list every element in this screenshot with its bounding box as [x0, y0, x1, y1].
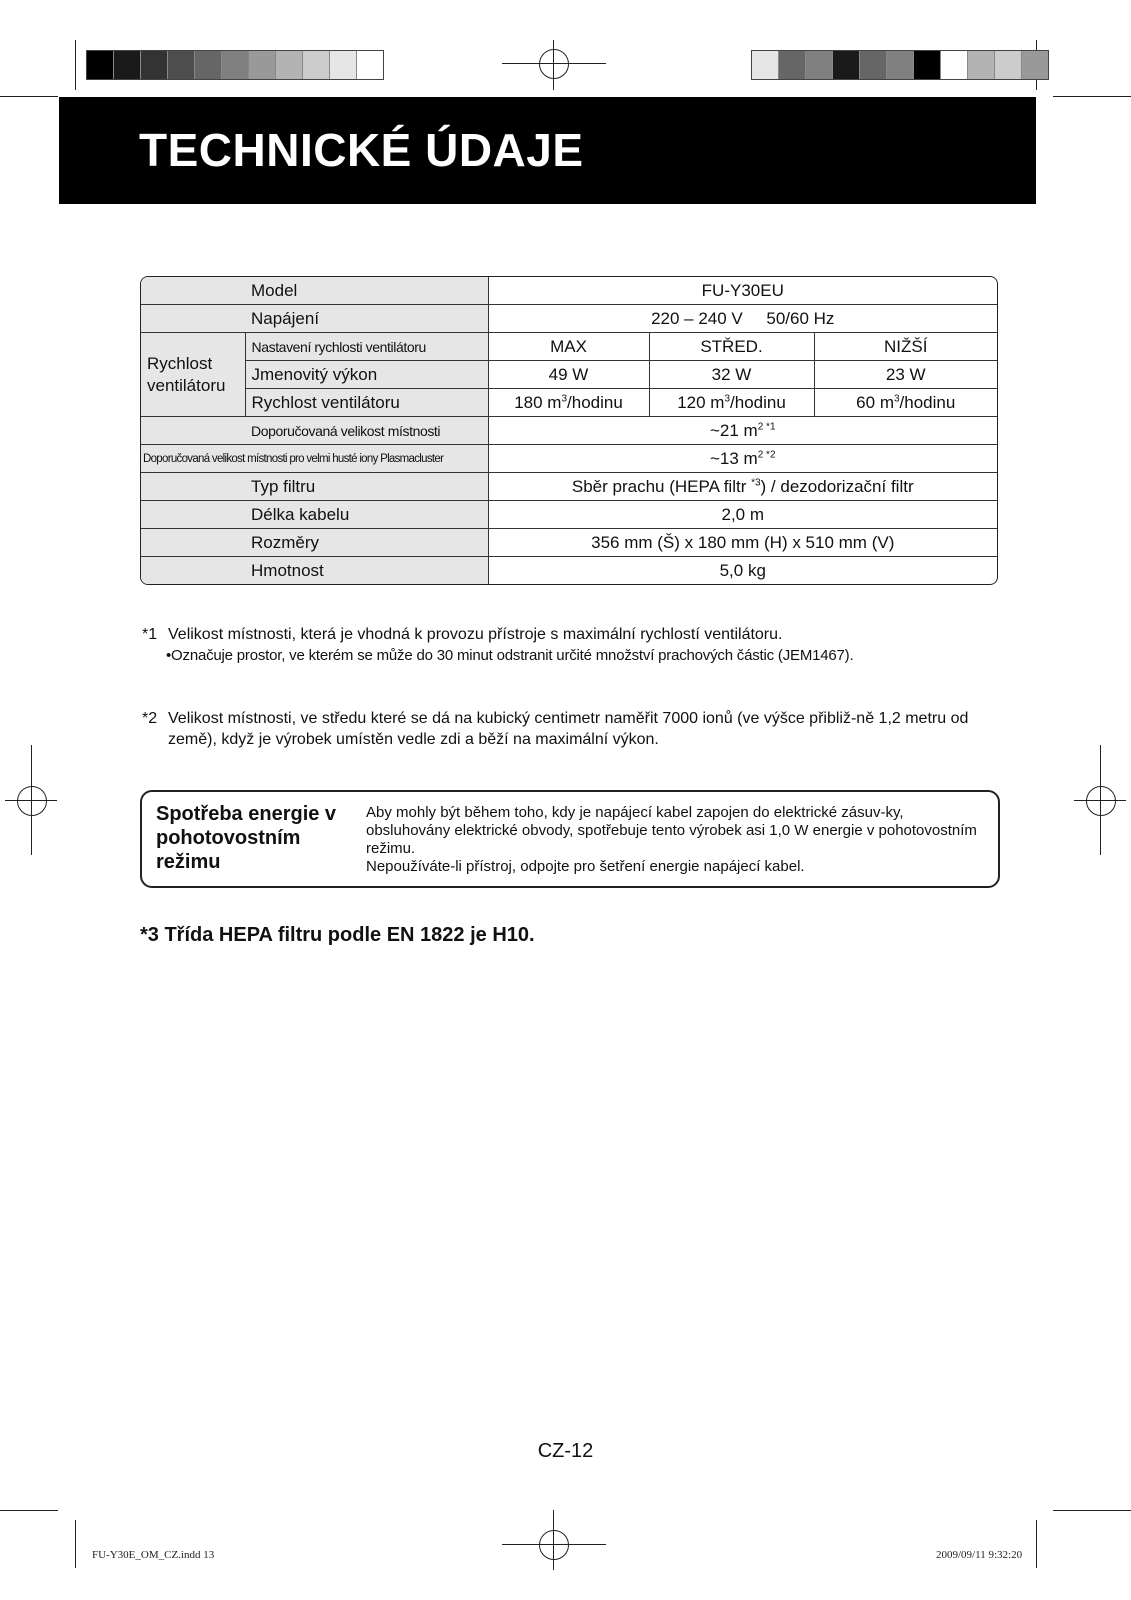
registration-circle	[539, 1530, 569, 1560]
color-bar-left	[86, 50, 384, 80]
color-swatch	[249, 51, 276, 79]
fan-speed-label: Rychlost ventilátoru	[245, 389, 488, 417]
color-swatch	[968, 51, 995, 79]
unit: /hodinu	[899, 392, 956, 412]
fan-speed-low	[814, 389, 997, 417]
fan-setting-mid: STŘED.	[649, 333, 814, 361]
crop-mark	[0, 1510, 58, 1511]
fan-speed-max	[488, 389, 649, 417]
color-swatch	[357, 51, 383, 79]
color-swatch	[141, 51, 168, 79]
registration-circle	[1086, 786, 1116, 816]
footnote-1-text: Velikost místnosti, která je vhodná k provozu přístroje s maximální rychlostí ventilátoru.	[168, 626, 783, 643]
standby-energy-box	[140, 790, 1000, 888]
fan-group-label	[141, 333, 245, 417]
weight-value: 5,0 kg	[488, 557, 997, 585]
filter-text: ) / dezodorizační filtr	[760, 476, 914, 496]
fan-speed-mid	[649, 389, 814, 417]
crop-mark	[0, 96, 58, 97]
model-value: FU-Y30EU	[488, 277, 997, 305]
color-swatch	[222, 51, 249, 79]
footnote-1-subtext: •Označuje prostor, ve kterém se může do 30 minut odstranit určité množství prachových částic (JEM1467).	[166, 647, 854, 664]
color-swatch	[995, 51, 1022, 79]
dims-value: 356 mm (Š) x 180 mm (H) x 510 mm (V)	[488, 529, 997, 557]
color-swatch	[860, 51, 887, 79]
footnote-2	[142, 708, 1002, 750]
standby-energy-title: Spotřeba energie v pohotovostním režimu	[156, 803, 337, 873]
color-swatch	[303, 51, 330, 79]
fan-speed-number: 180	[514, 392, 543, 412]
unit: m	[542, 392, 562, 412]
footnote-1-mark: *1	[142, 626, 158, 643]
dims-label: Rozměry	[141, 529, 488, 557]
unit: m	[705, 392, 725, 412]
crop-mark	[1036, 1520, 1037, 1568]
header-band	[59, 97, 1036, 204]
fan-group-label-line2: ventilátoru	[147, 375, 226, 395]
cable-value: 2,0 m	[488, 501, 997, 529]
unit: /hodinu	[567, 392, 623, 412]
fan-setting-max: MAX	[488, 333, 649, 361]
crop-mark	[75, 40, 76, 90]
crop-mark	[1053, 1510, 1131, 1511]
registration-circle	[539, 49, 569, 79]
room-value-exp: 2 *1	[757, 420, 776, 432]
standby-energy-text-1: Aby mohly být během toho, kdy je napájecí kabel zapojen do elektrické zásuv-ky, obsluhovány elektrické obvody, spotřebuje tento výrobek asi 1,0 W energie v pohotovostním režimu.	[366, 804, 977, 857]
slug-timestamp: 2009/09/11 9:32:20	[936, 1549, 1023, 1561]
color-swatch	[833, 51, 860, 79]
table-row	[141, 529, 997, 557]
rated-power-max: 49 W	[488, 361, 649, 389]
filter-value	[488, 473, 997, 501]
crop-mark	[1053, 96, 1131, 97]
unit-exponent: 3	[893, 392, 900, 404]
fan-group-label-line1: Rychlost	[147, 353, 213, 373]
rated-power-low: 23 W	[814, 361, 997, 389]
color-swatch	[941, 51, 968, 79]
unit: /hodinu	[730, 392, 786, 412]
power-label: Napájení	[141, 305, 488, 333]
table-row	[141, 361, 997, 389]
footnote-2-mark: *2	[142, 710, 158, 727]
filter-label: Typ filtru	[141, 473, 488, 501]
model-label: Model	[141, 277, 488, 305]
filter-text: Sběr prachu (HEPA filtr	[571, 476, 752, 496]
table-row	[141, 557, 997, 585]
table-row	[141, 473, 997, 501]
color-swatch	[914, 51, 941, 79]
plasma-value-text: ~13 m	[709, 448, 758, 468]
room-label: Doporučovaná velikost místnosti	[141, 417, 488, 445]
unit-exponent: 3	[724, 392, 731, 404]
color-swatch	[779, 51, 806, 79]
color-swatch	[887, 51, 914, 79]
color-swatch	[168, 51, 195, 79]
table-row	[141, 445, 997, 473]
room-value-text: ~21 m	[709, 420, 758, 440]
filter-exp: *3	[751, 476, 761, 488]
color-swatch	[87, 51, 114, 79]
cable-label: Délka kabelu	[141, 501, 488, 529]
table-row	[141, 501, 997, 529]
spec-table	[140, 276, 998, 585]
slug-file: FU-Y30E_OM_CZ.indd 13	[92, 1549, 215, 1561]
footnote-2-text: Velikost místnosti, ve středu které se dá na kubický centimetr naměřit 7000 ionů (ve výšce přibliž-ně 1,2 metru od země), když je výrobek umístěn vedle zdi a běží na maximální výkon.	[168, 710, 969, 748]
color-swatch	[752, 51, 779, 79]
plasma-value	[488, 445, 997, 473]
color-swatch	[806, 51, 833, 79]
standby-energy-text	[366, 804, 988, 876]
color-swatch	[1022, 51, 1048, 79]
fan-speed-number: 60	[856, 392, 876, 412]
unit-exponent: 3	[561, 392, 568, 404]
page-number: CZ-12	[537, 1440, 594, 1462]
fan-setting-label: Nastavení rychlosti ventilátoru	[245, 333, 488, 361]
room-value	[488, 417, 997, 445]
rated-power-mid: 32 W	[649, 361, 814, 389]
plasma-value-exp: 2 *2	[757, 448, 776, 460]
hepa-note: *3 Třída HEPA filtru podle EN 1822 je H10.	[140, 924, 535, 946]
weight-label: Hmotnost	[141, 557, 488, 585]
crop-mark	[75, 1520, 76, 1568]
color-swatch	[114, 51, 141, 79]
table-row	[141, 333, 997, 361]
unit: m	[875, 392, 894, 412]
registration-circle	[17, 786, 47, 816]
rated-power-label: Jmenovitý výkon	[245, 361, 488, 389]
page-title: TECHNICKÉ ÚDAJE	[139, 124, 584, 176]
fan-setting-low: NIŽŠÍ	[814, 333, 997, 361]
standby-energy-text-2: Nepoužíváte-li přístroj, odpojte pro šetření energie napájecí kabel.	[366, 858, 805, 875]
table-row	[141, 417, 997, 445]
table-row	[141, 305, 997, 333]
table-row	[141, 277, 997, 305]
color-bar-right	[751, 50, 1049, 80]
color-swatch	[330, 51, 357, 79]
fan-speed-number: 120	[677, 392, 706, 412]
table-row	[141, 389, 997, 417]
color-swatch	[195, 51, 222, 79]
plasma-label: Doporučovaná velikost místnosti pro velmi husté iony Plasmacluster	[141, 445, 488, 473]
footnote-1	[142, 624, 1002, 666]
power-value: 220 – 240 V 50/60 Hz	[488, 305, 997, 333]
color-swatch	[276, 51, 303, 79]
